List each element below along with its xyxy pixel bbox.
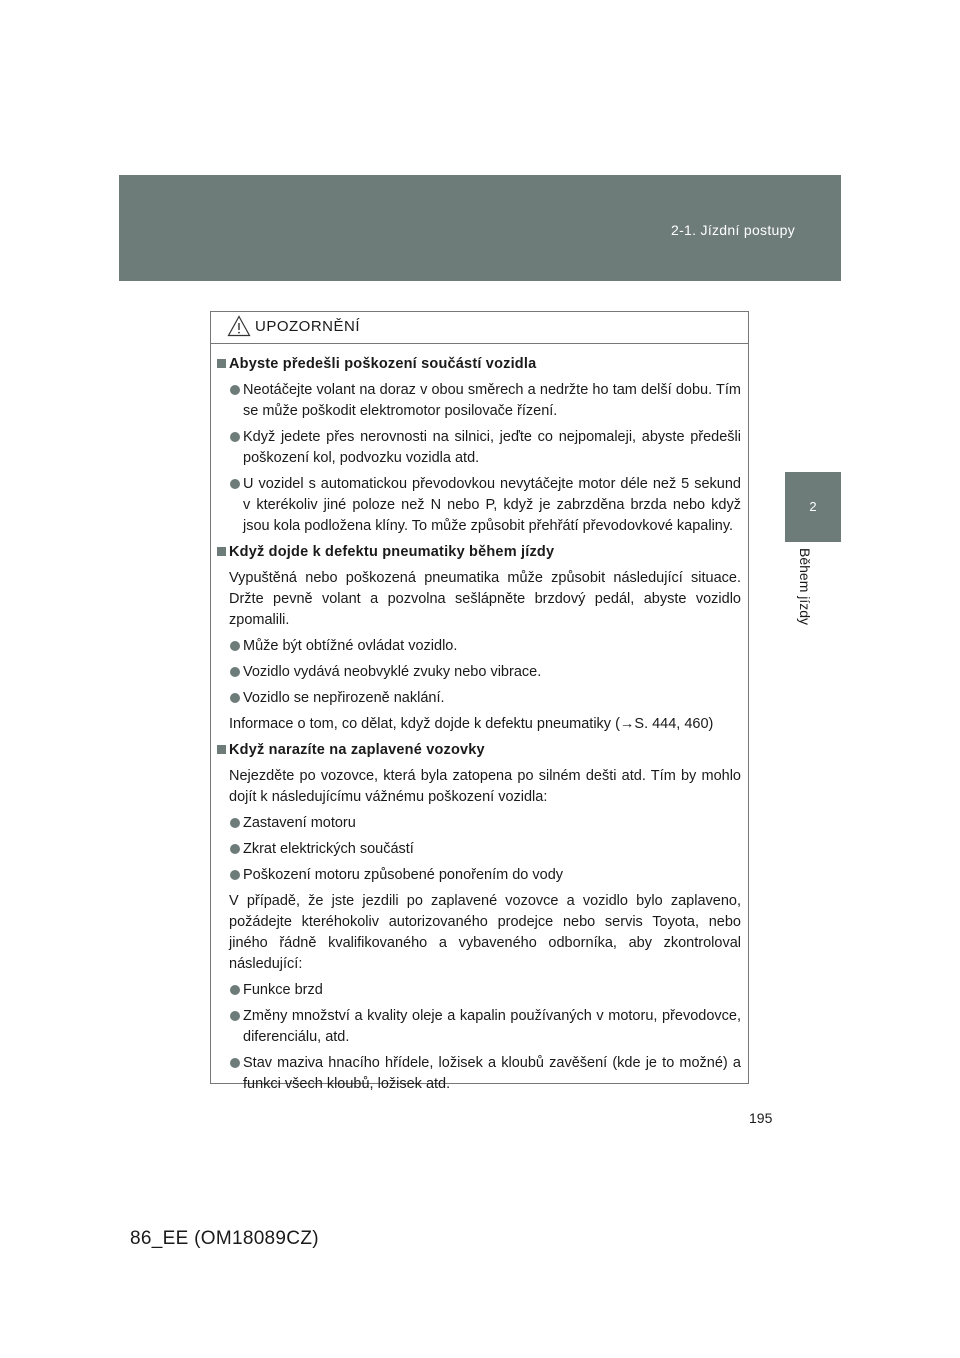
list-item-text: Změny množství a kvality oleje a kapalin používaných v motoru, převodovce, diferenciálu, atd. <box>243 1008 741 1045</box>
round-bullet-icon <box>230 432 240 442</box>
list-item-text: Funkce brzd <box>243 982 323 998</box>
document-code: 86_EE (OM18089CZ) <box>130 1228 319 1249</box>
paragraph: V případě, že jste jezdili po zaplavené vozovce a vozidlo bylo zaplaveno, požádejte kteréhokoliv autorizovaného prodejce nebo servis Toyota, nebo jiného řádně kvalifikovaného a vybaveného odborníka, aby zkontroloval následující: <box>229 893 741 972</box>
list-item-text: Když jedete přes nerovnosti na silnici, jeďte co nejpomaleji, abyste předešli poškození kol, podvozku vozidla atd. <box>243 429 741 466</box>
list-item-text: Zastavení motoru <box>243 815 356 831</box>
warning-section <box>217 740 741 1095</box>
list-item-text: Neotáčejte volant na doraz v obou směrech a nedržte ho tam delší dobu. Tím se může poškodit elektromotor posilovače řízení. <box>243 382 741 419</box>
warning-triangle-icon <box>227 315 251 337</box>
list-item <box>217 380 741 422</box>
warning-title: UPOZORNĚNÍ <box>255 318 361 335</box>
round-bullet-icon <box>230 985 240 995</box>
section-heading-text: Když narazíte na zaplavené vozovky <box>229 742 485 758</box>
round-bullet-icon <box>230 1011 240 1021</box>
warning-box <box>210 311 749 1092</box>
square-bullet-icon <box>217 745 226 754</box>
chapter-number: 2 <box>809 499 817 514</box>
list-item-text: Může být obtížné ovládat vozidlo. <box>243 638 458 654</box>
warning-section <box>217 542 741 735</box>
section-heading <box>217 740 741 761</box>
square-bullet-icon <box>217 359 226 368</box>
list-item <box>217 813 741 834</box>
paragraph: Informace o tom, co dělat, když dojde k defektu pneumatiky (→S. 444, 460) <box>229 716 714 732</box>
list-item <box>217 1053 741 1095</box>
list-item-text: U vozidel s automatickou převodovkou nevytáčejte motor déle než 5 sekund v kterékoliv jiné poloze než N nebo P, když je zabrzděna brzda nebo když jsou kola podložena klíny. To může způsobit přehřátí převodovkové kapaliny. <box>243 476 741 534</box>
list-item <box>217 662 741 683</box>
chapter-label: Během jízdy <box>797 548 813 626</box>
list-item <box>217 427 741 469</box>
list-item-text: Poškození motoru způsobené ponořením do vody <box>243 867 564 883</box>
list-item-text: Vozidlo vydává neobvyklé zvuky nebo vibrace. <box>243 664 542 680</box>
warning-header <box>211 312 748 344</box>
round-bullet-icon <box>230 693 240 703</box>
section-heading-text: Abyste předešli poškození součástí vozidla <box>229 356 537 372</box>
header-bar <box>119 175 841 281</box>
round-bullet-icon <box>230 844 240 854</box>
paragraph: Vypuštěná nebo poškozená pneumatika může způsobit následující situace. Držte pevně volant a pozvolna sešlápněte brzdový pedál, abyste vozidlo zpomalili. <box>229 570 741 628</box>
list-item <box>217 688 741 709</box>
warning-section <box>217 354 741 537</box>
section-heading <box>217 354 741 375</box>
page-number: 195 <box>749 1110 773 1126</box>
chapter-tab <box>785 472 841 542</box>
round-bullet-icon <box>230 870 240 880</box>
list-item-text: Vozidlo se nepřirozeně naklání. <box>243 690 445 706</box>
list-item-text: Zkrat elektrických součástí <box>243 841 414 857</box>
list-item <box>217 1006 741 1048</box>
round-bullet-icon <box>230 479 240 489</box>
list-item <box>217 980 741 1001</box>
paragraph: Nejezděte po vozovce, která byla zatopena po silném dešti atd. Tím by mohlo dojít k následujícímu vážnému poškození vozidla: <box>229 768 741 805</box>
round-bullet-icon <box>230 385 240 395</box>
section-heading <box>217 542 741 563</box>
round-bullet-icon <box>230 641 240 651</box>
list-item-text: Stav maziva hnacího hřídele, ložisek a kloubů zavěšení (kde je to možné) a funkci všech kloubů, ložisek atd. <box>243 1055 741 1092</box>
round-bullet-icon <box>230 818 240 828</box>
list-item <box>217 636 741 657</box>
warning-body <box>211 344 748 1095</box>
round-bullet-icon <box>230 667 240 677</box>
section-heading-text: Když dojde k defektu pneumatiky během jízdy <box>229 544 555 560</box>
list-item <box>217 474 741 537</box>
list-item <box>217 865 741 886</box>
round-bullet-icon <box>230 1058 240 1068</box>
section-title: 2-1. Jízdní postupy <box>671 222 795 238</box>
list-item <box>217 839 741 860</box>
square-bullet-icon <box>217 547 226 556</box>
